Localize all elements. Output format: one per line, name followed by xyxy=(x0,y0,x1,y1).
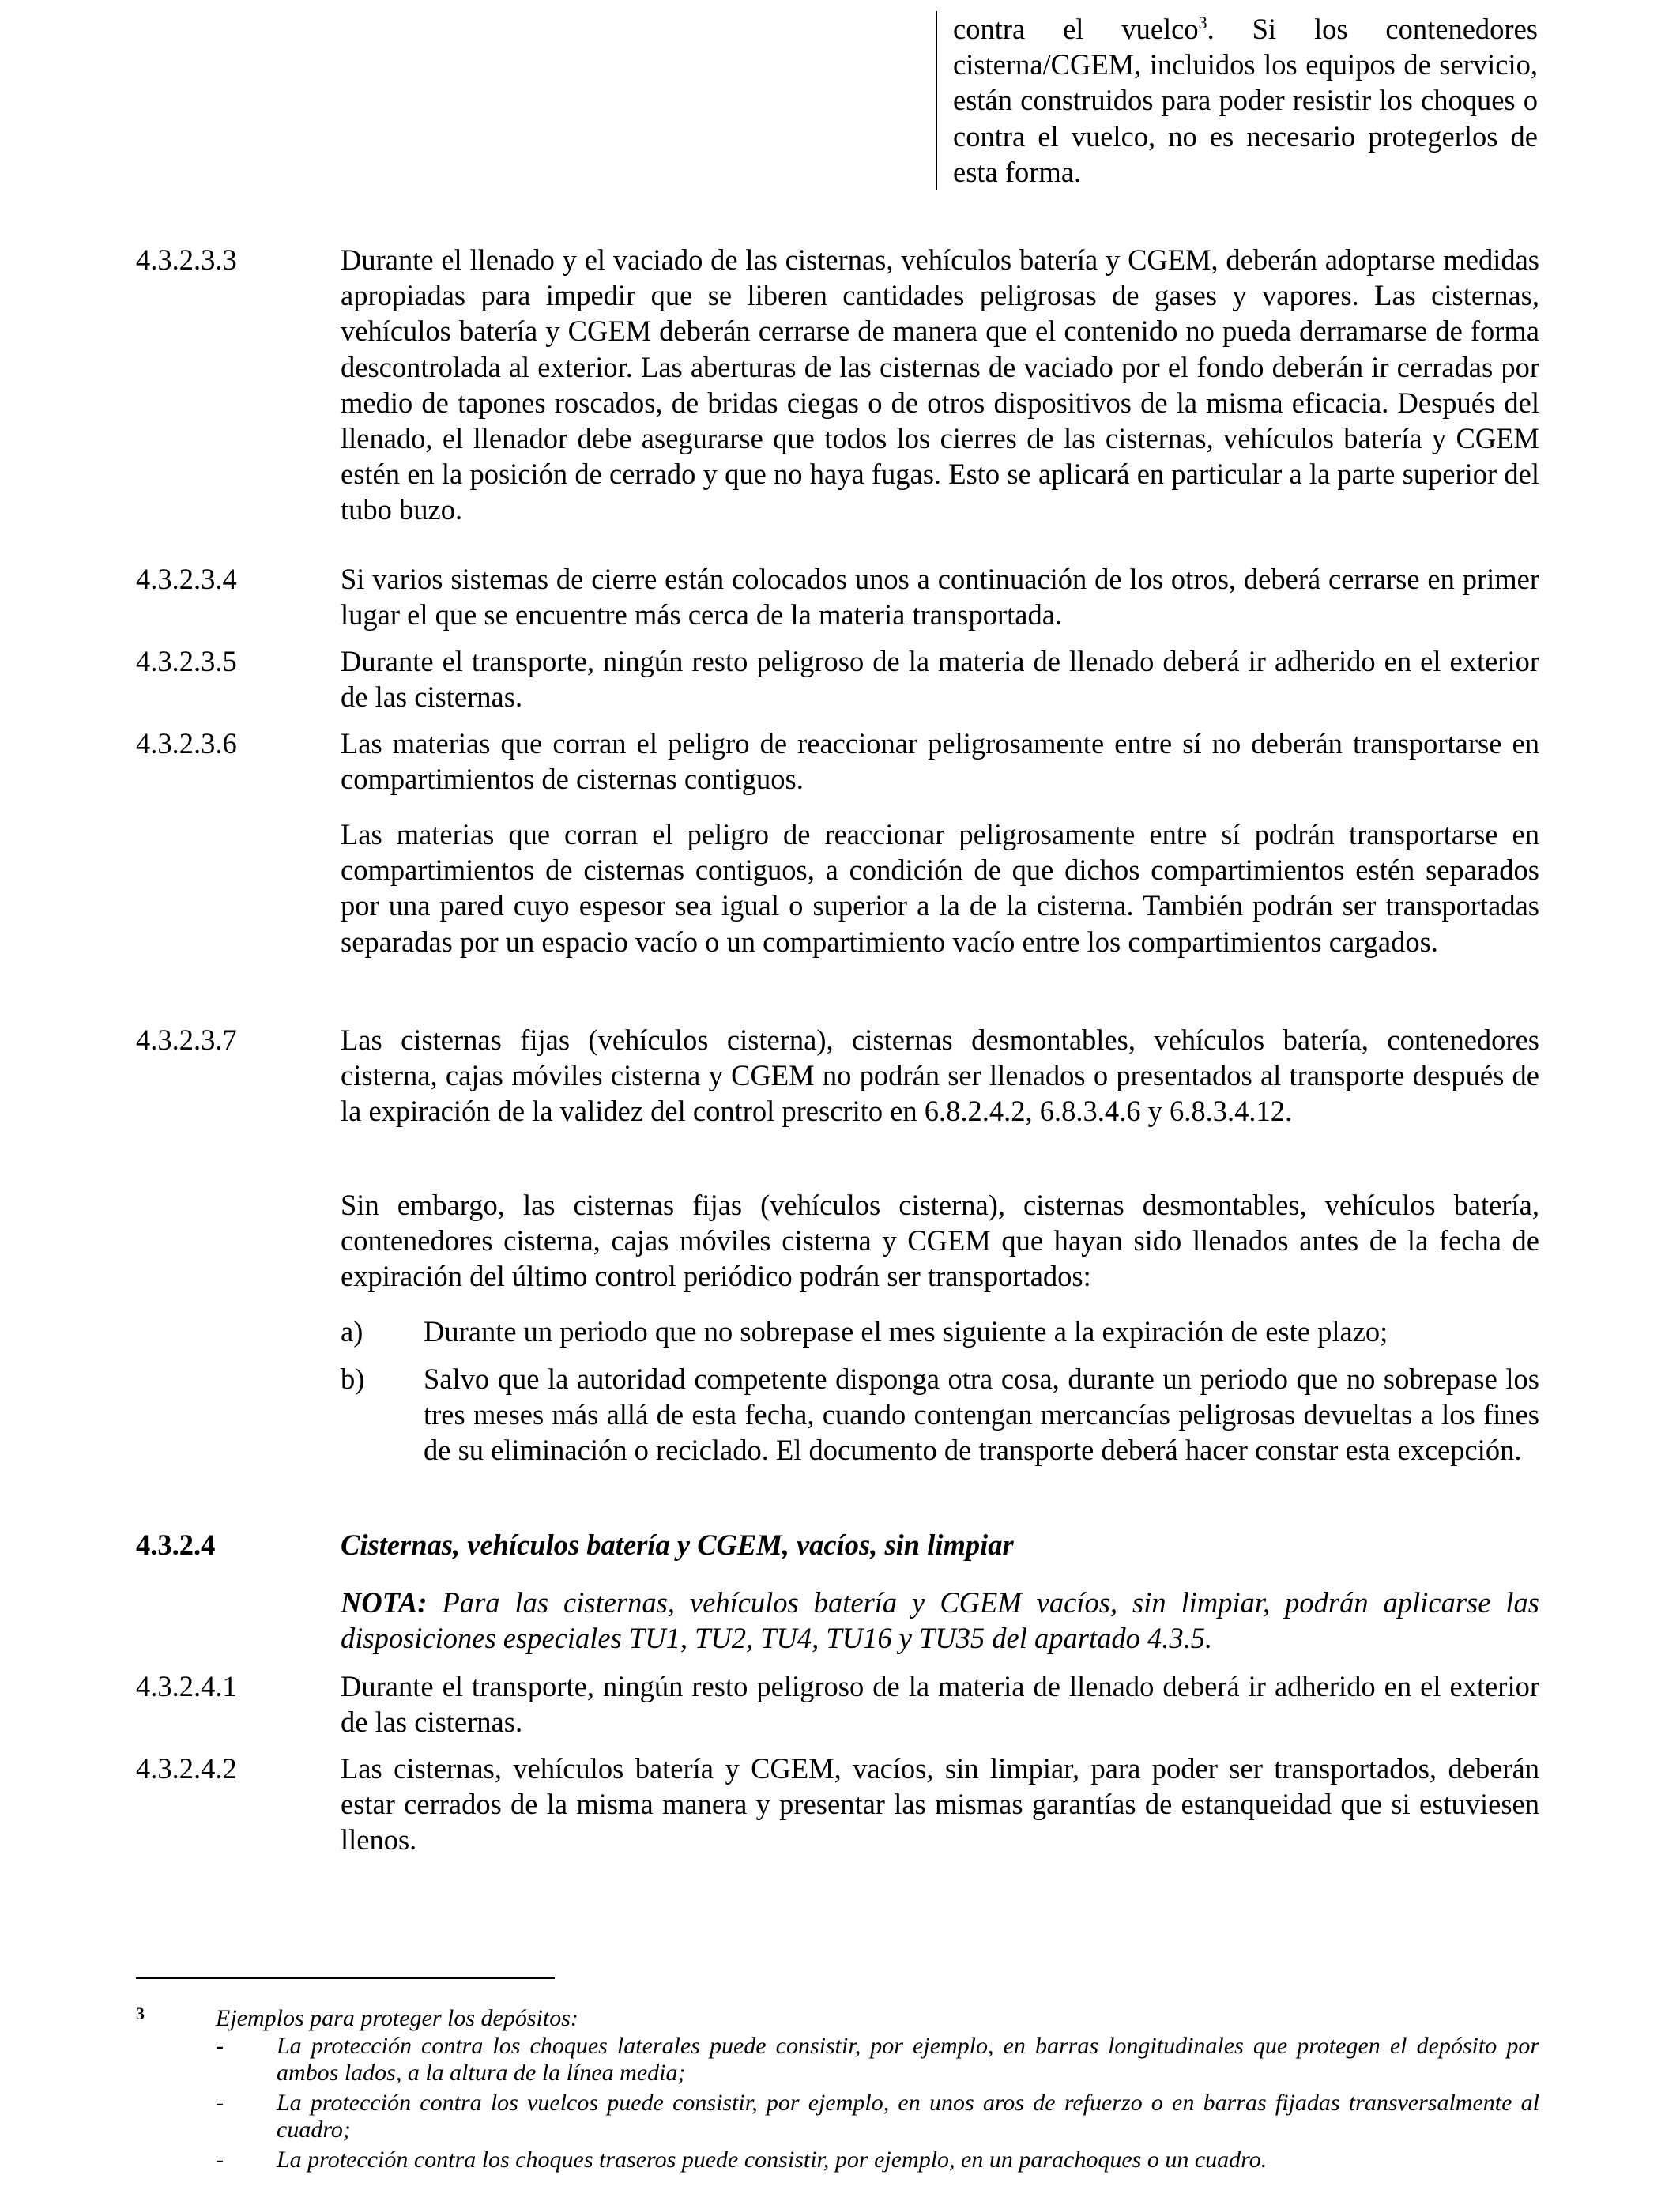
section-number: 4.3.2.3.7 xyxy=(136,1023,237,1056)
section-number: 4.3.2.3.6 xyxy=(136,727,237,760)
footnote-item-text: La protección contra los choques traseros puede consistir, por ejemplo, en un parachoques o un cuadro. xyxy=(277,2147,1268,2173)
section-text: Si varios sistemas de cierre están colocados unos a continuación de los otros, deberá cerrarse en primer lugar el que se encuentre más cerca de la materia transportada. xyxy=(341,563,1539,631)
section-text: Durante el transporte, ningún resto peligroso de la materia de llenado deberá ir adherido en el exterior de las cisternas. xyxy=(341,1670,1539,1739)
footnote-intro: Ejemplos para proteger los depósitos: xyxy=(216,2005,578,2031)
section-number: 4.3.2.4 xyxy=(136,1529,216,1561)
section-number: 4.3.2.3.3 xyxy=(136,243,237,276)
note-body: Para las cisternas, vehículos batería y CGEM vacíos, sin limpiar, podrán aplicarse las disposiciones especiales TU1, TU2, TU4, TU16 y TU35 del apartado 4.3.5. xyxy=(341,1586,1539,1655)
section-text: Durante el transporte, ningún resto peligroso de la materia de llenado deberá ir adherido en el exterior de las cisternas. xyxy=(341,645,1539,714)
footnote-dash: - xyxy=(216,2033,224,2059)
list-text: Durante un periodo que no sobrepase el mes siguiente a la expiración de este plazo; xyxy=(424,1315,1388,1348)
footnote-ref: 3 xyxy=(1198,12,1207,32)
section-text: Las cisternas fijas (vehículos cisterna), cisternas desmontables, vehículos batería, contenedores cisterna, cajas móviles cisterna y CGEM no podrán ser llenados o presentados al transporte después de la expiración de la validez del control prescrito en 6.8.2.4.2, 6.8.3.4.6 y 6.8.3.4.12. xyxy=(341,1023,1539,1128)
list-label: a) xyxy=(341,1315,363,1348)
footnote-separator xyxy=(136,1977,555,1979)
section-number: 4.3.2.3.5 xyxy=(136,645,237,677)
section-text: Las materias que corran el peligro de reaccionar peligrosamente entre sí no deberán transportarse en compartimientos de cisternas contiguos. xyxy=(341,727,1539,796)
section-text-2: Sin embargo, las cisternas fijas (vehículos cisterna), cisternas desmontables, vehículos batería, contenedores cisterna, cajas móviles cisterna y CGEM que hayan sido llenados antes de la fecha de expiración del último control periódico podrán ser transportados: xyxy=(341,1189,1539,1293)
section-text-2: Las materias que corran el peligro de reaccionar peligrosamente entre sí podrán transportarse en compartimientos de cisternas contiguos, a condición de que dichos compartimientos estén separados por una pared cuyo espesor sea igual o superior a la de la cisterna. También podrán ser transportadas separadas por un espacio vacío o un compartimiento vacío entre los compartimientos cargados. xyxy=(341,818,1539,958)
section-heading: Cisternas, vehículos batería y CGEM, vacíos, sin limpiar xyxy=(341,1529,1014,1561)
note-text xyxy=(341,1585,1539,1656)
top-rest: . Si los contenedores cisterna/CGEM, incluidos los equipos de servicio, están construidos para poder resistir los choques o contra el vuelco, no es necesario protegerlos de esta forma. xyxy=(953,13,1538,188)
list-text: Salvo que la autoridad competente disponga otra cosa, durante un periodo que no sobrepase los tres meses más allá de esta fecha, cuando contengan mercancías peligrosas devueltas a los fines de su eliminación o reciclado. El documento de transporte deberá hacer constar esta excepción. xyxy=(424,1363,1539,1467)
footnote-mark: 3 xyxy=(136,2004,145,2023)
section-number: 4.3.2.4.1 xyxy=(136,1670,237,1702)
note-label: NOTA: xyxy=(341,1586,428,1619)
continued-column-text xyxy=(936,11,1538,190)
list-label: b) xyxy=(341,1363,365,1395)
footnote-item-text: La protección contra los choques laterales puede consistir, por ejemplo, en barras longitudinales que protegen el depósito por ambos lados, a la altura de la línea media; xyxy=(277,2033,1539,2086)
footnote-item-text: La protección contra los vuelcos puede consistir, por ejemplo, en unos aros de refuerzo o en barras fijadas transversalmente al cuadro; xyxy=(277,2090,1539,2143)
footnote-dash: - xyxy=(216,2147,224,2173)
top-lead: contra el vuelco xyxy=(953,13,1199,45)
section-text: Las cisternas, vehículos batería y CGEM, vacíos, sin limpiar, para poder ser transportados, deberán estar cerrados de la misma manera y presentar las mismas garantías de estanqueidad que si estuviesen llenos. xyxy=(341,1752,1539,1857)
section-number: 4.3.2.4.2 xyxy=(136,1752,237,1785)
footnote-dash: - xyxy=(216,2090,224,2116)
section-text: Durante el llenado y el vaciado de las cisternas, vehículos batería y CGEM, deberán adoptarse medidas apropiadas para impedir que se liberen cantidades peligrosas de gases y vapores. Las cisternas, vehículos batería y CGEM deberán cerrarse de manera que el contenido no pueda derramarse de forma descontrolada al exterior. Las aberturas de las cisternas de vaciado por el fondo deberán ir cerradas por medio de tapones roscados, de bridas ciegas o de otros dispositivos de la misma eficacia. Después del llenado, el llenador debe asegurarse que todos los cierres de las cisternas, vehículos batería y CGEM estén en la posición de cerrado y que no haya fugas. Esto se aplicará en particular a la parte superior del tubo buzo. xyxy=(341,243,1539,526)
section-number: 4.3.2.3.4 xyxy=(136,563,237,595)
